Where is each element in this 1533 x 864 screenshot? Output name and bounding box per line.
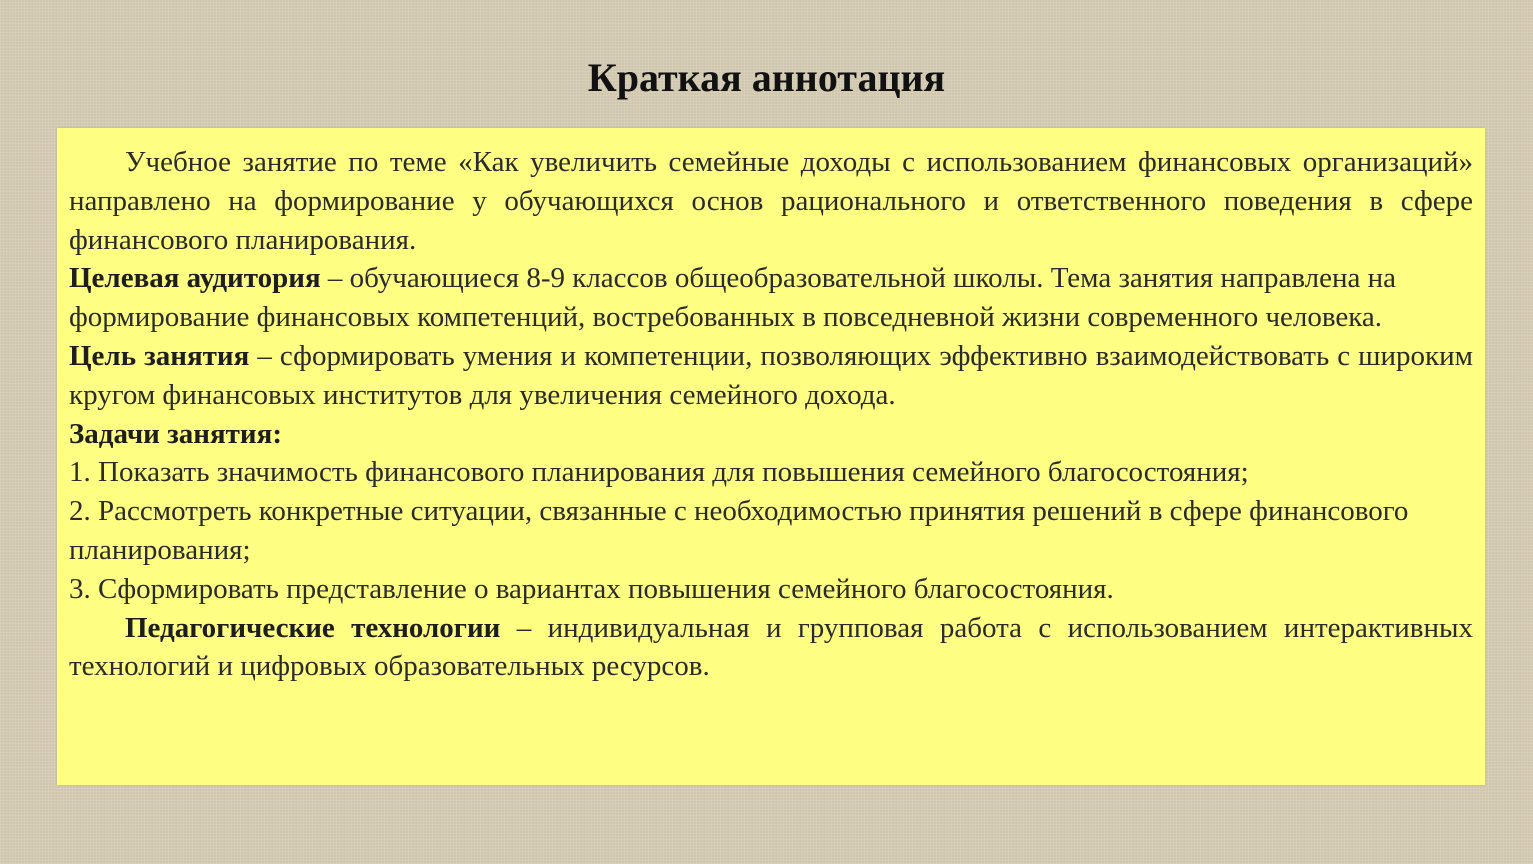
goal-paragraph: [69, 337, 1473, 415]
slide-title: Краткая аннотация: [587, 55, 946, 100]
tasks-heading: Задачи занятия:: [69, 417, 282, 450]
task-item-3: 3. Сформировать представление о вариантах повышения семейного благосостояния.: [69, 572, 1114, 605]
audience-paragraph: [69, 259, 1473, 337]
technologies-text: – индивидуальная и групповая работа с использованием интерактивных технологий и цифровых образовательных ресурсов.: [69, 611, 1473, 683]
audience-text: – обучающиеся 8-9 классов общеобразовательной школы. Тема занятия направлена на формирование финансовых компетенций, востребованных в повседневной жизни современного человека.: [69, 262, 1397, 334]
goal-text: – сформировать умения и компетенции, позволяющих эффективно взаимодействовать с широким кругом финансовых институтов для увеличения семейного дохода.: [69, 339, 1473, 411]
annotation-box: [57, 128, 1485, 785]
task-item-2: 2. Рассмотреть конкретные ситуации, связанные с необходимостью принятия решений в сфере финансового планирования;: [69, 495, 1409, 566]
technologies-paragraph: [69, 609, 1473, 687]
goal-label: Цель занятия: [69, 339, 250, 372]
audience-label: Целевая аудитория: [69, 262, 321, 295]
intro-paragraph: Учебное занятие по теме «Как увеличить семейные доходы с использованием финансовых организаций» направлено на формирование у обучающихся основ рационального и ответственного поведения в сфере финансового планирования.: [69, 146, 1473, 256]
task-item-1: 1. Показать значимость финансового планирования для повышения семейного благосостояния;: [69, 456, 1249, 489]
technologies-label: Педагогические технологии: [125, 611, 501, 644]
